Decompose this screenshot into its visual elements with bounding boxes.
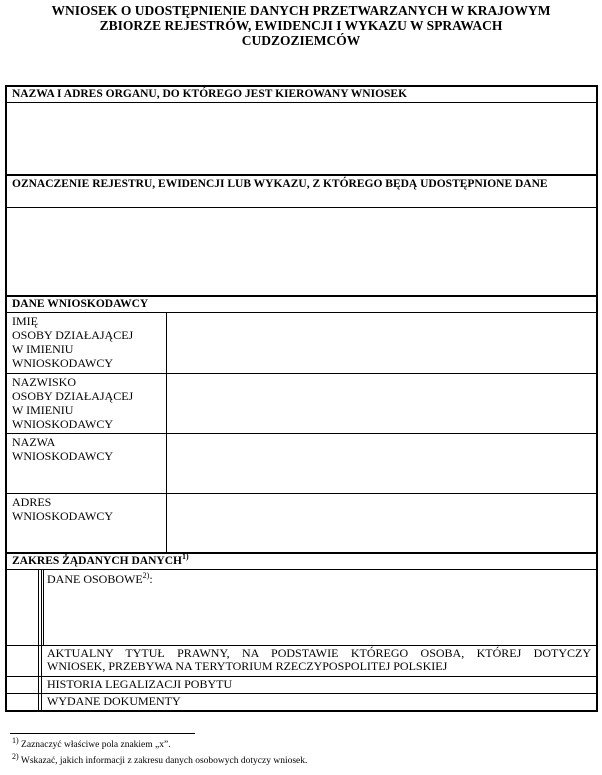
personal-data-field[interactable] xyxy=(45,590,595,644)
legal-title-checkbox[interactable] xyxy=(8,646,37,676)
footnote-1: $^{1)}$ Zaznaczyć właściwe pola znakiem „x”. xyxy=(12,735,171,750)
issued-documents-checkbox[interactable] xyxy=(8,694,37,709)
divider xyxy=(5,569,598,570)
document-title xyxy=(0,3,602,48)
applicant-name-label: NAZWA WNIOSKODAWCY xyxy=(12,435,114,463)
title-line-3: CUDZOZIEMCÓW xyxy=(241,33,361,48)
last-name-label: NAZWISKO OSOBY DZIAŁAJĄCEJ W IMIENIU WNIOSKODAWCY xyxy=(12,375,134,431)
applicant-address-field[interactable] xyxy=(168,494,596,551)
footnote-2: $^{2)}$ Wskazać, jakich informacji z zakresu danych osobowych dotyczy wniosek. xyxy=(12,751,308,766)
personal-data-checkbox[interactable] xyxy=(8,571,37,645)
first-name-field[interactable] xyxy=(168,314,596,372)
divider xyxy=(38,570,39,710)
footnote-rule xyxy=(10,733,195,734)
personal-data-label: DANE OSOBOWE$^{2)}$: xyxy=(47,571,153,586)
applicant-address-label: ADRES WNIOSKODAWCY xyxy=(12,495,114,523)
divider xyxy=(5,312,598,313)
issued-documents-label: WYDANE DOKUMENTY xyxy=(47,694,181,708)
organ-name-address-field[interactable] xyxy=(7,103,596,174)
section-register-heading: OZNACZENIE REJESTRU, EWIDENCJI LUB WYKAZU, Z KTÓREGO BĘDĄ UDOSTĘPNIONE DANE xyxy=(12,178,548,190)
first-name-label: IMIĘ OSOBY DZIAŁAJĄCEJ W IMIENIU WNIOSKODAWCY xyxy=(12,314,134,370)
applicant-name-field[interactable] xyxy=(168,434,596,492)
register-designation-field[interactable] xyxy=(7,208,596,295)
last-name-field[interactable] xyxy=(168,374,596,432)
residence-history-checkbox[interactable] xyxy=(8,677,37,692)
section-scope-heading: ZAKRES ŻĄDANYCH DANYCH$^{1)}$ xyxy=(12,552,189,567)
residence-history-label: HISTORIA LEGALIZACJI POBYTU xyxy=(47,677,233,691)
divider xyxy=(5,295,598,297)
section-applicant-heading: DANE WNIOSKODAWCY xyxy=(12,298,149,310)
divider xyxy=(41,570,42,710)
section-organ-heading: NAZWA I ADRES ORGANU, DO KTÓREGO JEST KIEROWANY WNIOSEK xyxy=(12,88,408,100)
title-line-1: WNIOSEK O UDOSTĘPNIENIE DANYCH PRZETWARZANYCH W KRAJOWYM xyxy=(51,3,551,18)
title-line-2: ZBIORZE REJESTRÓW, EWIDENCJI I WYKAZU W SPRAWACH xyxy=(99,18,503,33)
divider xyxy=(5,552,598,554)
divider xyxy=(5,174,598,176)
legal-title-label: AKTUALNY TYTUŁ PRAWNY, NA PODSTAWIE KTÓREGO OSOBA, KTÓREJ DOTYCZY WNIOSEK, PRZEBYWA NA TERYTORIUM RZECZYPOSPOLITEJ POLSKIEJ xyxy=(47,646,591,673)
divider xyxy=(43,570,44,645)
